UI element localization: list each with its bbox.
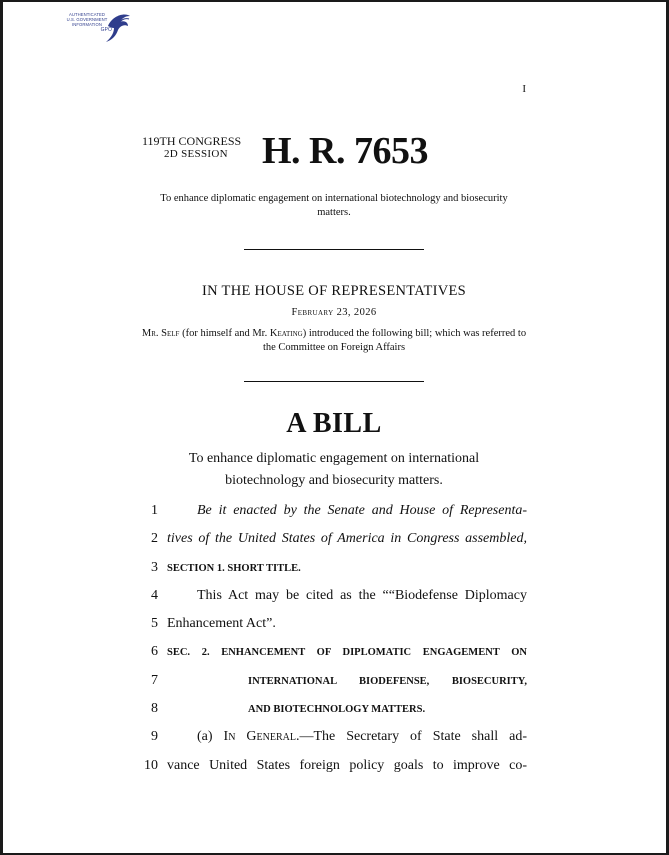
bill-purpose-long	[150, 448, 518, 492]
section-heading: SEC. 2. ENHANCEMENT OF DIPLOMATIC ENGAGEMENT ON	[167, 647, 527, 659]
gpo-logo	[58, 10, 138, 46]
chamber-heading: IN THE HOUSE OF REPRESENTATIVES	[201, 283, 467, 299]
gpo-logo-abbr: GPO	[100, 27, 112, 33]
line-number: 3	[151, 559, 158, 575]
line-number: 8	[151, 701, 158, 717]
enacting-clause: Be it enacted by the Senate and House of Representa-	[197, 503, 527, 518]
subsection-prefix: (a)	[197, 729, 224, 745]
line-number: 7	[151, 672, 158, 688]
introduction-date: February 23, 2026	[291, 307, 377, 318]
enacting-clause: tives of the United States of America in Congress assembled,	[167, 531, 527, 547]
cosponsor-name: Keating	[269, 328, 303, 339]
line-number: 5	[151, 616, 158, 632]
page-number: I	[522, 83, 526, 95]
gpo-logo-line: INFORMATION	[71, 22, 103, 27]
congress-session	[142, 135, 250, 161]
gpo-logo-line: AUTHENTICATED	[68, 12, 106, 17]
line-number: 1	[151, 503, 158, 518]
sponsor-name: Mr. Self	[141, 328, 180, 339]
introduction-statement	[140, 327, 528, 355]
congress-label: 119TH CONGRESS	[142, 134, 242, 148]
subsection-text: .—The Secretary of State shall ad-	[295, 729, 527, 745]
bill-text	[0, 499, 669, 782]
line-number: 6	[151, 644, 158, 660]
bill-line	[0, 669, 669, 697]
bill-text-line	[197, 729, 527, 745]
line-number: 2	[151, 531, 158, 547]
section-heading: AND BIOTECHNOLOGY MATTERS.	[248, 704, 426, 716]
line-number: 10	[144, 757, 158, 773]
intro-text: ) introduced the following bill; which was referred to the Committee on Foreign Affairs	[262, 328, 527, 353]
bill-text-line: Enhancement Act”.	[167, 616, 276, 632]
session-label: 2D SESSION	[164, 148, 228, 160]
bill-line	[0, 754, 669, 782]
bill-line	[0, 640, 669, 668]
line-number: 9	[151, 729, 158, 745]
divider-rule	[244, 381, 424, 382]
bill-line	[0, 499, 669, 527]
section-heading: SECTION 1. SHORT TITLE.	[167, 562, 301, 574]
bill-line	[0, 556, 669, 584]
bill-text-line: This Act may be cited as the ““Biodefense Diplomacy	[197, 587, 527, 603]
bill-line	[0, 612, 669, 640]
line-number: 4	[151, 587, 158, 603]
bill-line	[0, 527, 669, 555]
subsection-heading: In General	[223, 729, 296, 745]
purpose-line: biotechnology and biosecurity matters.	[225, 473, 443, 488]
section-heading: INTERNATIONAL BIODEFENSE, BIOSECURITY,	[248, 675, 527, 687]
a-bill-heading: A BILL	[286, 408, 382, 439]
divider-rule	[244, 249, 424, 250]
purpose-line: To enhance diplomatic engagement on international	[188, 451, 480, 466]
bill-line	[0, 697, 669, 725]
bill-text-line: vance United States foreign policy goals to improve co-	[167, 757, 527, 773]
eagle-icon	[102, 10, 136, 44]
gpo-logo-line: U.S. GOVERNMENT	[66, 17, 108, 22]
bill-line	[0, 725, 669, 753]
intro-text: (for himself and Mr.	[179, 328, 270, 339]
bill-line	[0, 584, 669, 612]
bill-number: H. R. 7653	[262, 130, 428, 172]
bill-purpose-short: To enhance diplomatic engagement on international biotechnology and biosecurity matters.	[160, 193, 508, 218]
